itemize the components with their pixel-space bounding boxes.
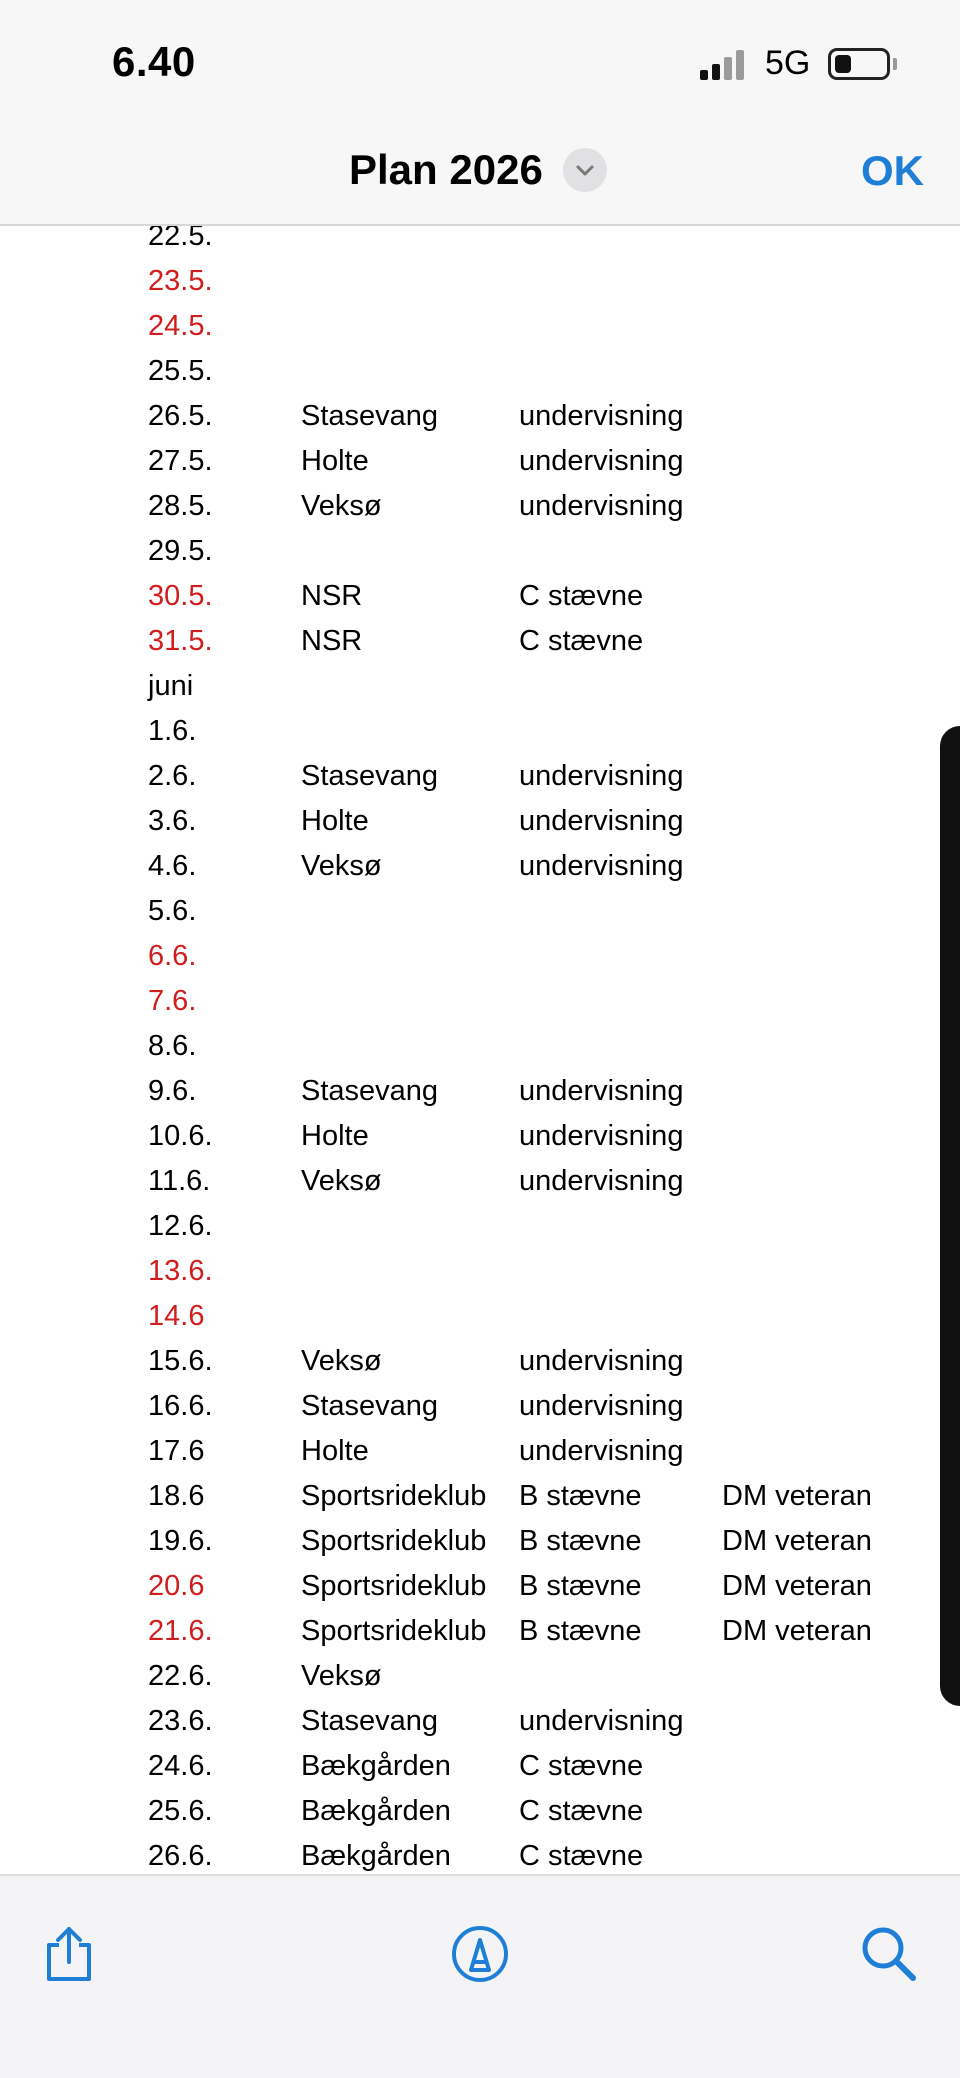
date-cell: 20.6 bbox=[148, 1570, 205, 1602]
date-cell: 21.6. bbox=[148, 1615, 213, 1647]
date-cell: 24.5. bbox=[148, 310, 213, 342]
schedule-row bbox=[148, 619, 928, 664]
type-cell: B stævne bbox=[519, 1480, 642, 1512]
status-bar bbox=[0, 0, 960, 120]
schedule-row bbox=[148, 529, 928, 574]
type-cell: undervisning bbox=[519, 1120, 684, 1152]
date-cell: juni bbox=[148, 670, 194, 702]
place-cell: Bækgården bbox=[301, 1840, 451, 1872]
type-cell: B stævne bbox=[519, 1570, 642, 1602]
schedule-row bbox=[148, 754, 928, 799]
schedule-row bbox=[148, 979, 928, 1024]
place-cell: Veksø bbox=[301, 490, 382, 522]
schedule-row bbox=[148, 1474, 928, 1519]
place-cell: Stasevang bbox=[301, 400, 439, 432]
battery-tip bbox=[893, 58, 897, 70]
type-cell: undervisning bbox=[519, 850, 684, 882]
search-button[interactable] bbox=[852, 1915, 926, 1993]
schedule-row bbox=[148, 1834, 928, 1874]
date-cell: 10.6. bbox=[148, 1120, 213, 1152]
date-cell: 13.6. bbox=[148, 1255, 213, 1287]
schedule-row bbox=[148, 1654, 928, 1699]
date-cell: 22.6. bbox=[148, 1660, 213, 1692]
date-cell: 8.6. bbox=[148, 1030, 197, 1062]
schedule-row bbox=[148, 844, 928, 889]
search-icon bbox=[858, 1923, 920, 1985]
document-viewer[interactable] bbox=[0, 226, 960, 1874]
schedule-row bbox=[148, 1519, 928, 1564]
date-cell: 24.6. bbox=[148, 1750, 213, 1782]
place-cell: Bækgården bbox=[301, 1795, 451, 1827]
markup-pen-icon bbox=[449, 1923, 511, 1985]
place-cell: Veksø bbox=[301, 1165, 382, 1197]
type-cell: undervisning bbox=[519, 760, 684, 792]
date-cell: 27.5. bbox=[148, 445, 213, 477]
schedule-row bbox=[148, 1024, 928, 1069]
schedule-row bbox=[148, 709, 928, 754]
date-cell: 7.6. bbox=[148, 985, 197, 1017]
bottom-toolbar bbox=[0, 1874, 960, 2078]
place-cell: Veksø bbox=[301, 1345, 382, 1377]
extra-cell: DM veteran bbox=[722, 1570, 872, 1602]
type-cell: C stævne bbox=[519, 1795, 644, 1827]
signal-bars-icon bbox=[700, 50, 750, 80]
schedule-row bbox=[148, 1384, 928, 1429]
document-title-control[interactable] bbox=[349, 146, 607, 194]
type-cell: undervisning bbox=[519, 1075, 684, 1107]
date-cell: 25.6. bbox=[148, 1795, 213, 1827]
place-cell: Holte bbox=[301, 445, 369, 477]
schedule-row bbox=[148, 1159, 928, 1204]
place-cell: Stasevang bbox=[301, 760, 439, 792]
status-time: 6.40 bbox=[112, 38, 196, 85]
schedule-row bbox=[148, 1609, 928, 1654]
schedule-row bbox=[148, 799, 928, 844]
date-cell: 26.6. bbox=[148, 1840, 213, 1872]
schedule-row bbox=[148, 934, 928, 979]
share-button[interactable] bbox=[32, 1915, 106, 1993]
document-title: Plan 2026 bbox=[349, 146, 543, 193]
date-cell: 12.6. bbox=[148, 1210, 213, 1242]
place-cell: Stasevang bbox=[301, 1390, 439, 1422]
date-cell: 19.6. bbox=[148, 1525, 213, 1557]
schedule-sheet bbox=[0, 226, 940, 1874]
type-cell: undervisning bbox=[519, 1345, 684, 1377]
date-cell: 30.5. bbox=[148, 580, 213, 612]
date-cell: 28.5. bbox=[148, 490, 213, 522]
date-cell: 17.6 bbox=[148, 1435, 205, 1467]
schedule-row bbox=[148, 484, 928, 529]
date-cell: 26.5. bbox=[148, 400, 213, 432]
date-cell: 2.6. bbox=[148, 760, 197, 792]
date-cell: 6.6. bbox=[148, 940, 197, 972]
date-cell: 11.6. bbox=[148, 1165, 211, 1197]
network-label: 5G bbox=[765, 44, 811, 82]
date-cell: 18.6 bbox=[148, 1480, 205, 1512]
schedule-row bbox=[148, 1204, 928, 1249]
schedule-row bbox=[148, 1249, 928, 1294]
right-edge-shadow bbox=[940, 726, 960, 1706]
type-cell: undervisning bbox=[519, 805, 684, 837]
schedule-row bbox=[148, 394, 928, 439]
schedule-row bbox=[148, 1429, 928, 1474]
place-cell: Veksø bbox=[301, 850, 382, 882]
place-cell: Holte bbox=[301, 1435, 369, 1467]
extra-cell: DM veteran bbox=[722, 1480, 872, 1512]
place-cell: Bækgården bbox=[301, 1750, 451, 1782]
place-cell: Stasevang bbox=[301, 1075, 439, 1107]
date-cell: 22.5. bbox=[148, 226, 213, 252]
schedule-row bbox=[148, 889, 928, 934]
type-cell: undervisning bbox=[519, 400, 684, 432]
schedule-row bbox=[148, 304, 928, 349]
type-cell: C stævne bbox=[519, 1840, 644, 1872]
type-cell: undervisning bbox=[519, 1705, 684, 1737]
date-cell: 29.5. bbox=[148, 535, 213, 567]
type-cell: B stævne bbox=[519, 1615, 642, 1647]
schedule-row bbox=[148, 664, 928, 709]
date-cell: 16.6. bbox=[148, 1390, 213, 1422]
date-cell: 4.6. bbox=[148, 850, 197, 882]
schedule-row bbox=[148, 1699, 928, 1744]
markup-button[interactable] bbox=[443, 1915, 517, 1993]
type-cell: B stævne bbox=[519, 1525, 642, 1557]
schedule-row bbox=[148, 439, 928, 484]
schedule-row bbox=[148, 1339, 928, 1384]
schedule-row bbox=[148, 1114, 928, 1159]
date-cell: 31.5. bbox=[148, 625, 213, 657]
extra-cell: DM veteran bbox=[722, 1525, 872, 1557]
date-cell: 23.5. bbox=[148, 265, 213, 297]
date-cell: 1.6. bbox=[148, 715, 197, 747]
schedule-row bbox=[148, 349, 928, 394]
type-cell: C stævne bbox=[519, 1750, 644, 1782]
navigation-bar bbox=[0, 120, 960, 226]
schedule-row bbox=[148, 574, 928, 619]
schedule-row bbox=[148, 1564, 928, 1609]
place-cell: Holte bbox=[301, 805, 369, 837]
schedule-row bbox=[148, 259, 928, 304]
place-cell: Stasevang bbox=[301, 1705, 439, 1737]
type-cell: undervisning bbox=[519, 445, 684, 477]
type-cell: undervisning bbox=[519, 1165, 684, 1197]
place-cell: Sportsrideklub bbox=[301, 1525, 487, 1557]
schedule-row bbox=[148, 1744, 928, 1789]
type-cell: undervisning bbox=[519, 1435, 684, 1467]
chevron-down-icon[interactable] bbox=[563, 148, 607, 192]
place-cell: Holte bbox=[301, 1120, 369, 1152]
date-cell: 25.5. bbox=[148, 355, 213, 387]
place-cell: Sportsrideklub bbox=[301, 1615, 487, 1647]
schedule-row bbox=[148, 1069, 928, 1114]
date-cell: 3.6. bbox=[148, 805, 197, 837]
place-cell: Veksø bbox=[301, 1660, 382, 1692]
type-cell: C stævne bbox=[519, 625, 644, 657]
type-cell: C stævne bbox=[519, 580, 644, 612]
ok-button[interactable]: OK bbox=[861, 147, 924, 194]
place-cell: Sportsrideklub bbox=[301, 1570, 487, 1602]
type-cell: undervisning bbox=[519, 490, 684, 522]
place-cell: NSR bbox=[301, 625, 363, 657]
schedule-row bbox=[148, 1789, 928, 1834]
date-cell: 5.6. bbox=[148, 895, 197, 927]
date-cell: 23.6. bbox=[148, 1705, 213, 1737]
place-cell: NSR bbox=[301, 580, 363, 612]
date-cell: 9.6. bbox=[148, 1075, 197, 1107]
place-cell: Sportsrideklub bbox=[301, 1480, 487, 1512]
date-cell: 14.6 bbox=[148, 1300, 205, 1332]
extra-cell: DM veteran bbox=[722, 1615, 872, 1647]
share-icon bbox=[40, 1923, 98, 1985]
schedule-row bbox=[148, 1294, 928, 1339]
date-cell: 15.6. bbox=[148, 1345, 213, 1377]
type-cell: undervisning bbox=[519, 1390, 684, 1422]
schedule-row bbox=[148, 226, 928, 259]
battery-icon bbox=[828, 48, 890, 80]
